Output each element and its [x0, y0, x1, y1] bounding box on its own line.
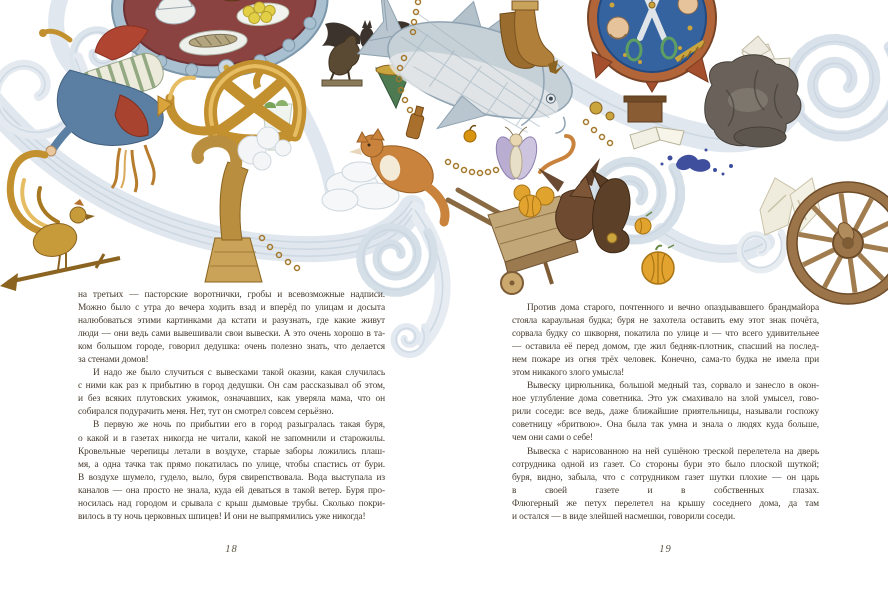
text-line: мя, а одна тачка так прямо покатилась по улице, чтобы спастись от бури.: [78, 459, 385, 470]
left-page-text: [78, 289, 385, 524]
text-line: каналов — она просто не знала, куда ей деваться в такой ветер. Буря про-: [78, 485, 385, 496]
text-line: и остался — в виде злейшей насмешки, говорили соседи.: [512, 511, 736, 522]
text-line: носилась над городом и срывала с крыш дымовые трубы. Сколько покри-: [78, 498, 385, 509]
text-line: о какой и в газетах никогда не читали, какой не запомнили и старожилы.: [78, 433, 385, 444]
moth-fairy-art: [492, 127, 542, 182]
hooded-gnome-art: [592, 170, 630, 253]
text-line: сотрудника одной из газет. Со стороны бури это было плоской шуткой;: [512, 459, 819, 470]
text-line: вилось в ту ночь церковных шпицев! И они не выпрямились уже никогда!: [78, 511, 366, 522]
text-line: советницу «бритвою». Она была так умна и знала о людях куда больше,: [512, 420, 819, 431]
text-line: сорвала будку со шкворня, покатила по улице и — что всего удивительнее: [512, 329, 819, 340]
text-line: и без всяких плутовских ужимок, означавших, как уверяла мама, что он: [78, 394, 385, 405]
text-line: люди — они ведь сами вывешивали свои вывески. А это очень хорошо в та-: [78, 329, 385, 340]
text-line: с ними как раз к прибытию в город дедушки. Он сам рассказывал об этом,: [78, 381, 385, 392]
left-page-number: 18: [225, 544, 238, 555]
text-line: буря, видно, забыла, что с сотрудником газет шутки плохие — он царь: [512, 472, 819, 483]
fox-gnome-on-cloud-art: [322, 105, 445, 222]
text-line: чем они сами о себе!: [512, 433, 593, 444]
text-line: Флюгерный же петух перелетел на крышу соседнего дома, да там: [512, 498, 819, 509]
text-line: собирался подурачить меня. Нет, тут он смотрел совсем серьёзно.: [78, 407, 334, 418]
golden-apple-art: [464, 126, 476, 142]
text-line: Можно было с утра до вечера ходить взад и вперёд по улицам и досыта: [78, 303, 385, 314]
text-line: рили соседи: все ведь, даже ближайшие приятельницы, называли госпожу: [512, 407, 819, 418]
text-line: Вывеска с нарисованною на ней сушёною треской перелетела на дверь: [527, 446, 819, 457]
text-line: за стенами домов!: [78, 355, 149, 366]
text-line: нем пожаре из огня трёх человек. Конечно, сама-то будка не имела при: [512, 355, 819, 366]
text-line: Против дома старого, почтенного и вечно опаздывавшего брандмайора: [527, 303, 819, 313]
text-line: ное углубление дома советника. Это уж смахивало на злой умысел, гово-: [512, 394, 819, 405]
text-line: на третьих — пасторские воротнички, гробы и всевозможные надписи.: [78, 290, 385, 300]
text-line: этом никакого злого умысла!: [512, 368, 625, 379]
text-line: ком большом городе, говорил дедушка: очень полезно знать, что делается: [78, 342, 385, 353]
text-line: Кровельные черепицы летали в воздухе, старые заборы ложились плаш-: [78, 446, 385, 457]
text-line: в своей газете и в собственных глазах.: [512, 485, 819, 496]
text-line: В первую же ночь по прибытии его в город разыгралась такая буря,: [93, 420, 385, 431]
wheelbarrow-with-pumpkins-art: [448, 185, 578, 294]
text-line: И надо же было случиться с вывесками такой оказии, какая случилась: [93, 368, 385, 379]
text-line: В воздухе шумело, гудело, выло, буря свирепствовала. Вода выступала из: [78, 472, 385, 483]
barber-disc-sign-art: [588, 0, 716, 92]
text-line: стояла караульная будка; буря не захотела оставить ему этот знак почёта,: [512, 316, 819, 327]
text-line: налюбоваться этими картинками да кстати и разузнать, где какие живут: [78, 316, 385, 327]
orange-ribbon-art: [540, 136, 574, 172]
right-page-text: [512, 302, 819, 524]
right-page-number: 19: [659, 544, 672, 555]
text-line: — оставила её перед домом, где жил бедняк-плотник, спасший на послед-: [512, 342, 819, 353]
text-line: Вывеску цирюльника, большой медный таз, сорвало и занесло в окон-: [527, 381, 819, 392]
